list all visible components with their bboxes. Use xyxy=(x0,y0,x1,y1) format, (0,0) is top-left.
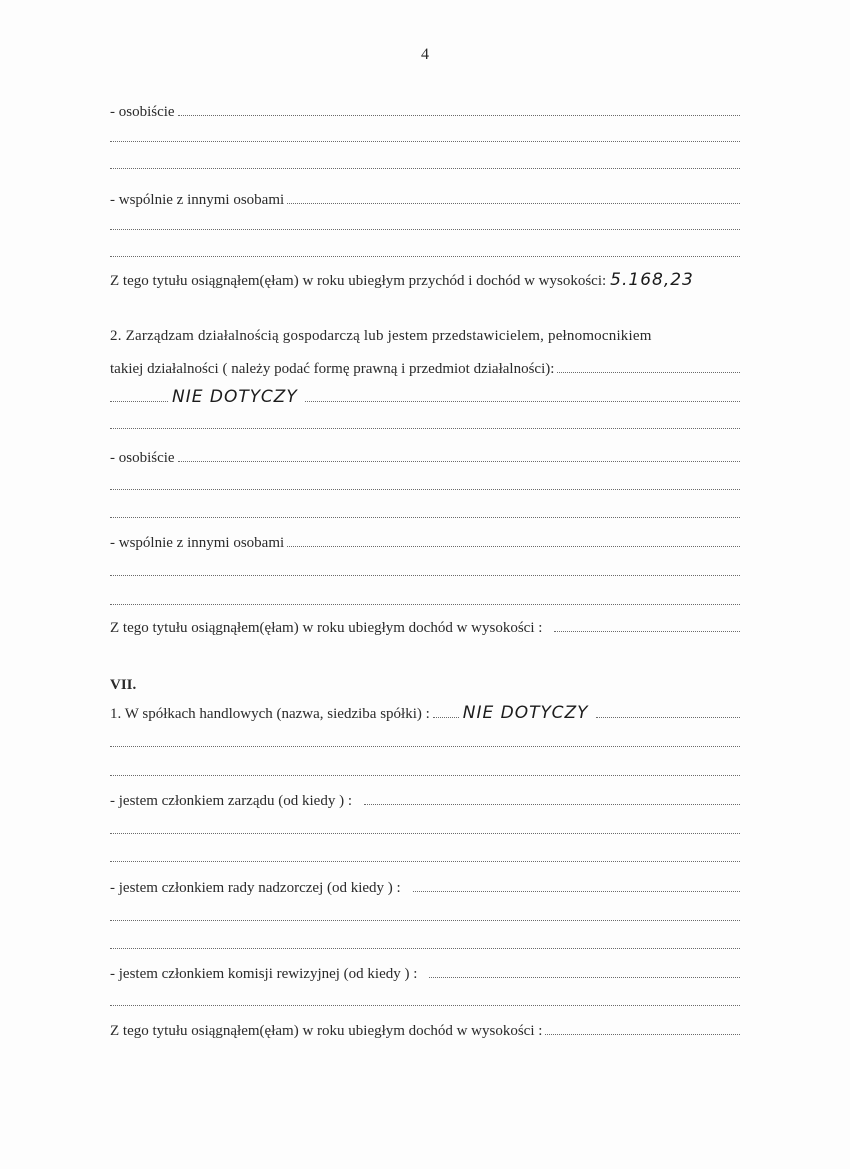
point2-text-2: takiej działalności ( należy podać formę prawną i przedmiot działalności): xyxy=(110,361,555,377)
companies-answer[interactable]: NIE DOTYCZY xyxy=(462,703,589,723)
answer-field[interactable] xyxy=(110,413,740,429)
section-heading: VII. xyxy=(110,677,137,693)
dotted-leader xyxy=(110,386,168,402)
blank-line xyxy=(110,126,740,142)
answer-field[interactable] xyxy=(110,502,740,518)
income-value[interactable]: 5.168,23 xyxy=(610,270,694,290)
blank-line xyxy=(110,731,740,747)
with-others-label: - wspólnie z innymi osobami xyxy=(110,192,285,208)
dotted-leader xyxy=(433,702,459,718)
blank-line xyxy=(110,214,740,230)
board-label: - jestem członkiem zarządu (od kiedy ) : xyxy=(110,793,352,809)
answer-field[interactable] xyxy=(110,560,740,576)
blank-line xyxy=(110,846,740,862)
supervisory-line xyxy=(110,876,740,898)
answer-field[interactable] xyxy=(110,241,740,257)
answer-field[interactable] xyxy=(178,446,740,462)
answer-field[interactable] xyxy=(110,933,740,949)
income-label: Z tego tytułu osiągnąłem(ęłam) w roku ubiegłym dochód w wysokości : xyxy=(110,620,543,636)
answer-field[interactable] xyxy=(110,589,740,605)
page-number: 4 xyxy=(421,46,429,63)
answer-field[interactable] xyxy=(110,731,740,747)
blank-line xyxy=(110,474,740,490)
point2-personally-line xyxy=(110,446,740,468)
answer-field[interactable] xyxy=(287,531,740,547)
blank-line xyxy=(110,905,740,921)
board-line xyxy=(110,789,740,811)
companies-label: 1. W spółkach handlowych (nazwa, siedziba spółki) : xyxy=(110,706,430,722)
answer-field[interactable] xyxy=(110,474,740,490)
income-label: Z tego tytułu osiągnąłem(ęłam) w roku ubiegłym dochód w wysokości : xyxy=(110,1023,543,1039)
section7-income-line xyxy=(110,1019,740,1041)
audit-line xyxy=(110,962,740,984)
answer-field[interactable] xyxy=(305,386,740,402)
personally-label: - osobiście xyxy=(110,450,175,466)
blank-line xyxy=(110,413,740,429)
point2-line2 xyxy=(110,357,740,379)
answer-field[interactable] xyxy=(178,100,740,116)
supervisory-label: - jestem członkiem rady nadzorczej (od kiedy ) : xyxy=(110,880,401,896)
with-others-line xyxy=(110,188,740,210)
answer-field[interactable] xyxy=(110,126,740,142)
answer-field[interactable] xyxy=(110,846,740,862)
answer-field[interactable] xyxy=(110,153,740,169)
answer-field[interactable] xyxy=(596,702,740,718)
point2-with-others-line xyxy=(110,531,740,553)
income-field[interactable] xyxy=(545,1019,740,1035)
answer-field[interactable] xyxy=(110,214,740,230)
blank-line xyxy=(110,818,740,834)
income-field[interactable] xyxy=(554,616,740,632)
answer-field[interactable] xyxy=(429,962,740,978)
companies-line xyxy=(110,702,740,724)
income-line xyxy=(110,270,760,291)
blank-line xyxy=(110,990,740,1006)
answer-field[interactable] xyxy=(287,188,740,204)
point2-answer[interactable]: NIE DOTYCZY xyxy=(172,387,298,407)
blank-line xyxy=(110,560,740,576)
answer-field[interactable] xyxy=(110,818,740,834)
point2-income-line xyxy=(110,616,740,638)
blank-line xyxy=(110,933,740,949)
personally-line xyxy=(110,100,740,122)
point2-text-1: 2. Zarządzam działalnością gospodarczą lub jestem przedstawicielem, pełnomocnikiem xyxy=(110,328,652,344)
answer-field[interactable] xyxy=(110,990,740,1006)
income-label: Z tego tytułu osiągnąłem(ęłam) w roku ubiegłym przychód i dochód w wysokości: xyxy=(110,273,607,289)
blank-line xyxy=(110,760,740,776)
answer-field[interactable] xyxy=(557,357,740,373)
answer-field[interactable] xyxy=(110,905,740,921)
with-others-label: - wspólnie z innymi osobami xyxy=(110,535,285,551)
blank-line xyxy=(110,502,740,518)
audit-label: - jestem członkiem komisji rewizyjnej (od kiedy ) : xyxy=(110,966,418,982)
point2-answer-line xyxy=(110,386,740,407)
blank-line xyxy=(110,589,740,605)
blank-line xyxy=(110,153,740,169)
answer-field[interactable] xyxy=(413,876,740,892)
personally-label: - osobiście xyxy=(110,104,175,120)
blank-line xyxy=(110,241,740,257)
point2-line1 xyxy=(110,326,740,346)
answer-field[interactable] xyxy=(364,789,740,805)
answer-field[interactable] xyxy=(110,760,740,776)
